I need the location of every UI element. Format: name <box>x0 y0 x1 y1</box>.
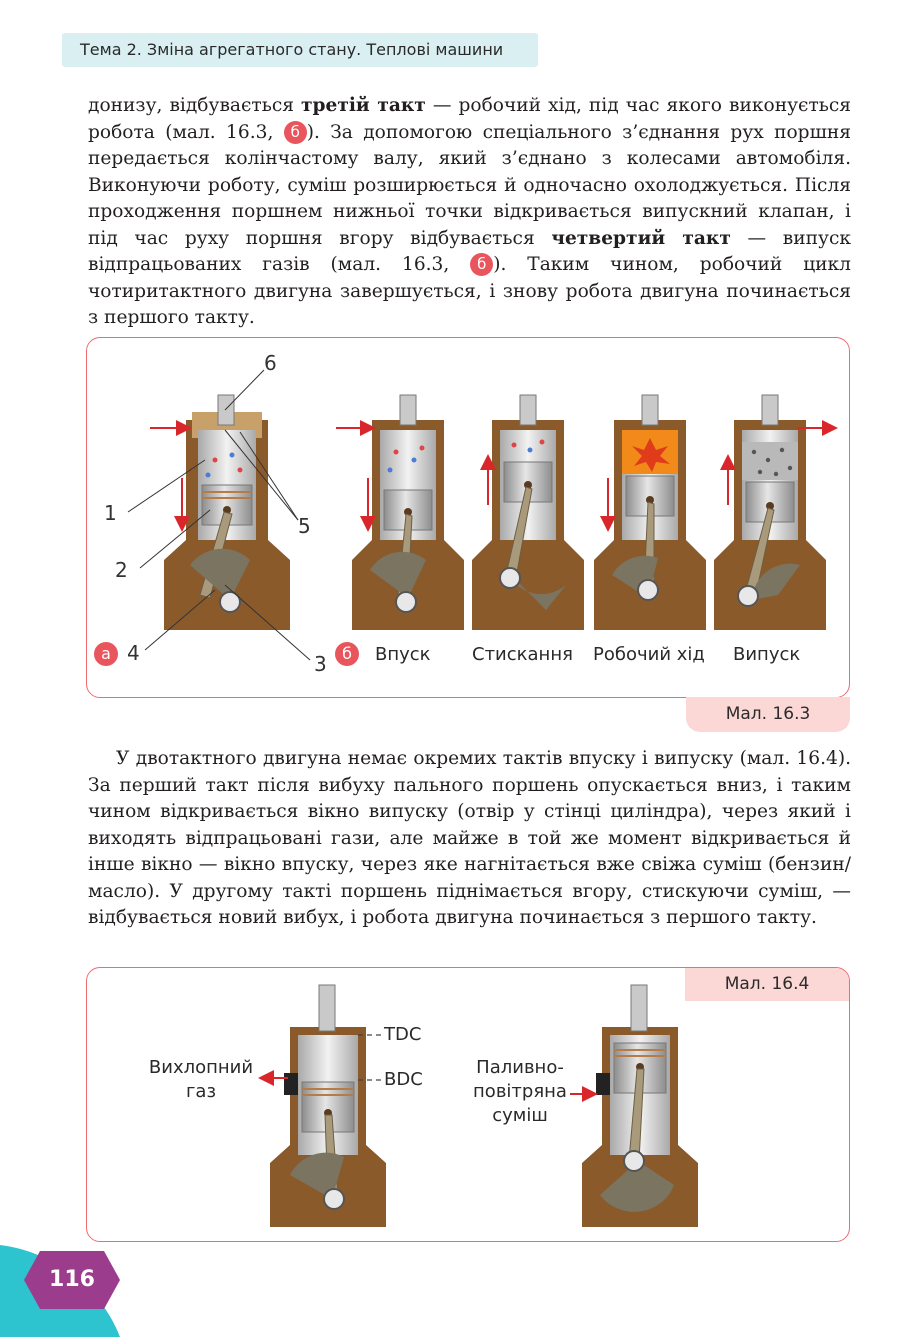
topic-header: Тема 2. Зміна агрегатного стану. Теплові машини <box>62 33 538 67</box>
para1-bold-third-stroke: третій такт <box>301 95 426 116</box>
page-number: 116 <box>49 1267 95 1292</box>
figure-16-3-caption: Мал. 16.3 <box>686 697 850 732</box>
para1-text-5: ). Таким чином, робочий цикл чотиритактного двигуна завершується, і знову робота двигуна починається з першого такту. <box>88 254 851 328</box>
marker-b: б <box>335 642 359 666</box>
label-tdc: TDC <box>384 1024 422 1045</box>
mixture-line-1: Паливно- <box>476 1057 564 1078</box>
marker-b-inline: б <box>470 253 493 276</box>
label-5: 5 <box>298 514 311 538</box>
label-fuel-air-mixture <box>470 1056 570 1128</box>
marker-a: а <box>94 642 118 666</box>
exhaust-gas-line-1: Вихлопний <box>148 1057 254 1078</box>
exhaust-gas-line-2: газ <box>185 1081 217 1102</box>
para1-text-1: донизу, відбувається <box>88 95 301 116</box>
label-bdc: BDC <box>384 1069 423 1090</box>
label-exhaust-gas <box>146 1056 256 1104</box>
label-2: 2 <box>115 558 128 582</box>
label-power-stroke: Робочий хід <box>593 644 705 665</box>
label-1: 1 <box>104 501 117 525</box>
engine-two-stroke-up <box>582 985 698 1227</box>
label-exhaust: Випуск <box>733 644 801 665</box>
paragraph-two-stroke: У двотактного двигуна немає окремих тактів впуску і випуску (мал. 16.4). За перший такт після вибуху пального поршень опускається вниз, і таким чином відкривається вікно випуску (отвір у стінці циліндра), через який і виходять відпрацьовані гази, але майже в той же момент відкривається й інше вікно — вікно впуску, через яке нагнітається вже свіжа суміш (бензин/масло). У другому такті поршень піднімається вгору, стискуючи суміш, — відбувається новий вибух, і робота двигуна починається з першого такту. <box>88 748 851 928</box>
label-6: 6 <box>264 351 277 375</box>
engine-two-stroke-down <box>270 985 386 1227</box>
label-compression: Стискання <box>472 644 573 665</box>
marker-b-inline: б <box>284 121 307 144</box>
para1-bold-fourth-stroke: четвертий такт <box>551 227 731 249</box>
mixture-line-3: суміш <box>492 1105 548 1126</box>
label-4: 4 <box>127 641 140 665</box>
para1-text-3: ). За допомогою спеціального з’єднання рух поршня передається колінчастому валу, який з’єднано з колесами автомобіля. Виконуючи роботу, суміш розширюється й одночасно охолоджується. Після проходження поршнем нижньої точки відкривається випускний клапан, і під час руху поршня вгору відбувається <box>88 121 851 249</box>
para1-text-2: — робочий хід, під час якого виконується робота (мал. 16.3, <box>88 95 851 143</box>
figure-16-4-caption: Мал. 16.4 <box>685 968 849 1001</box>
label-3: 3 <box>314 652 327 676</box>
label-intake: Впуск <box>375 644 431 665</box>
para1-text-4: — випуск відпрацьованих газів (мал. 16.3, <box>88 227 851 275</box>
mixture-line-2: повітряна <box>473 1081 567 1102</box>
